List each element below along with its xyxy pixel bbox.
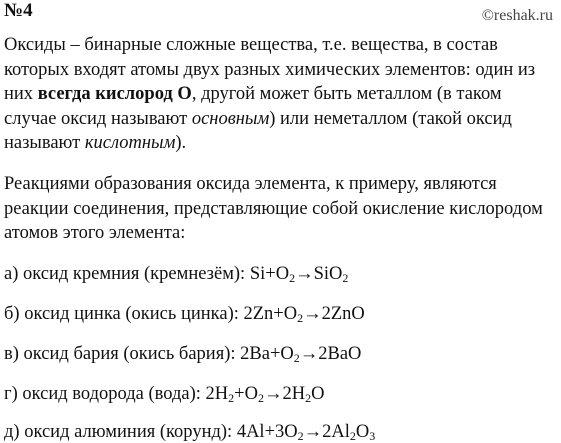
formula-part: +O	[234, 384, 258, 404]
subscript: 2	[349, 429, 356, 443]
subscript: 2	[293, 351, 300, 365]
reaction-label: в) оксид бария (окись бария):	[4, 344, 241, 364]
subscript: 2	[228, 391, 235, 405]
subscript: 2	[297, 311, 304, 325]
formula-part: Si+O	[249, 264, 290, 284]
formula-part: 2Zn+O	[243, 304, 298, 324]
formula-part: 4Al+3O	[236, 422, 298, 442]
subscript: 2	[297, 429, 304, 443]
p1-text-4: ).	[175, 133, 187, 153]
reaction-aluminium	[4, 421, 375, 443]
subscript: 3	[369, 429, 376, 443]
reaction-label: д) оксид алюминия (корунд):	[4, 422, 237, 442]
formula-part: →2Al	[303, 422, 350, 442]
formula-part: 2Ba+O	[240, 344, 294, 364]
p1-italic-basic: основным	[191, 108, 270, 129]
reaction-label: г) оксид водорода (вода):	[4, 384, 206, 404]
formula-part: →2BaO	[299, 344, 362, 364]
formula-part: →2H	[263, 384, 306, 404]
formula-part: O	[311, 384, 325, 404]
subscript: 2	[342, 271, 349, 285]
watermark: ©reshak.ru	[481, 7, 553, 24]
reaction-zinc	[4, 303, 365, 325]
paragraph-reactions-intro: Реакциями образования оксида элемента, к примеру, являются реакции соединения, представляющие собой окисление кислородом атомов этого элемента:	[4, 174, 543, 243]
reaction-silicon	[4, 263, 348, 285]
formula-part: →SiO	[295, 264, 343, 284]
subscript: 2	[305, 391, 312, 405]
reaction-label: а) оксид кремния (кремнезём):	[4, 264, 250, 284]
subscript: 2	[257, 391, 264, 405]
p1-italic-acidic: кислотным	[84, 133, 176, 153]
reaction-hydrogen	[4, 383, 324, 405]
subscript: 2	[289, 271, 296, 285]
paragraph-oxides-definition	[4, 33, 556, 156]
task-number: №4	[4, 0, 33, 21]
formula-part: 2H	[205, 384, 229, 404]
p1-text-3: ) или неметаллом (такой оксид называют	[4, 108, 512, 153]
p1-text-1: Оксиды – бинарные сложные вещества, т.е. вещества, в состав которых входят атомы двух разных химических элементов: один из них	[4, 35, 536, 104]
p1-bold: всегда кислород О	[37, 84, 192, 104]
reaction-label: б) оксид цинка (окись цинка):	[4, 304, 244, 324]
formula-part: →2ZnO	[303, 304, 365, 324]
p1-text-2: , другой может быть металлом (в таком случае оксид называют	[4, 84, 502, 129]
formula-part: O	[355, 422, 370, 442]
reaction-barium	[4, 343, 361, 365]
